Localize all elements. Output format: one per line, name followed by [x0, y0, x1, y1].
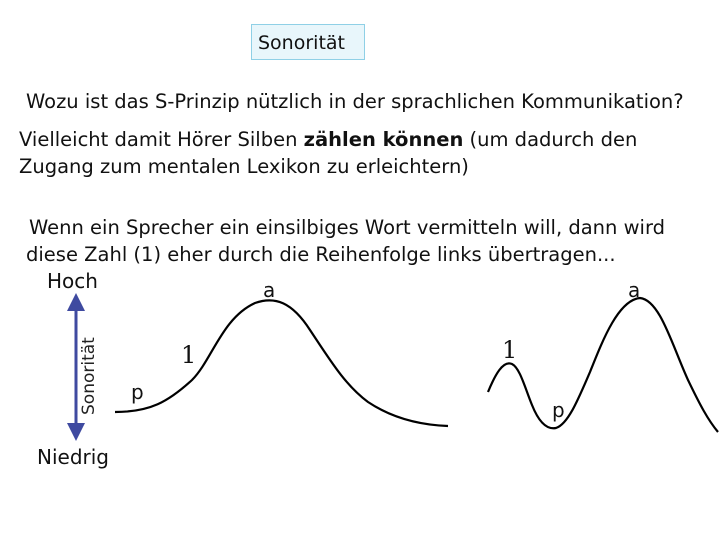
right-count-label: 1 [502, 336, 518, 364]
axis-low-label: Niedrig [37, 445, 109, 469]
example-line-1: Wenn ein Sprecher ein einsilbiges Wort vermitteln will, dann wird [29, 216, 666, 239]
axis-high-label: Hoch [47, 269, 98, 293]
left-count-label: 1 [181, 341, 197, 369]
axis-label: Sonorität [79, 337, 99, 415]
left-peak-label: a [263, 278, 276, 302]
right-trough-label: p [552, 398, 565, 422]
example-line-2: diese Zahl (1) eher durch die Reihenfolge links übertragen... [26, 243, 616, 266]
answer-line-1-bold: zählen können [303, 128, 464, 151]
right-sonority-curve [488, 298, 718, 432]
answer-line-1-post: (um dadurch den [463, 128, 638, 151]
title-text: Sonorität [258, 32, 345, 54]
question-text: Wozu ist das S-Prinzip nützlich in der sprachlichen Kommunikation? [26, 90, 684, 113]
right-peak-label: a [628, 278, 641, 302]
left-start-label: p [131, 380, 144, 404]
left-sonority-curve [115, 300, 448, 426]
answer-line-2: Zugang zum mentalen Lexikon zu erleichtern) [19, 155, 469, 178]
answer-line-1-pre: Vielleicht damit Hörer Silben [19, 128, 304, 151]
